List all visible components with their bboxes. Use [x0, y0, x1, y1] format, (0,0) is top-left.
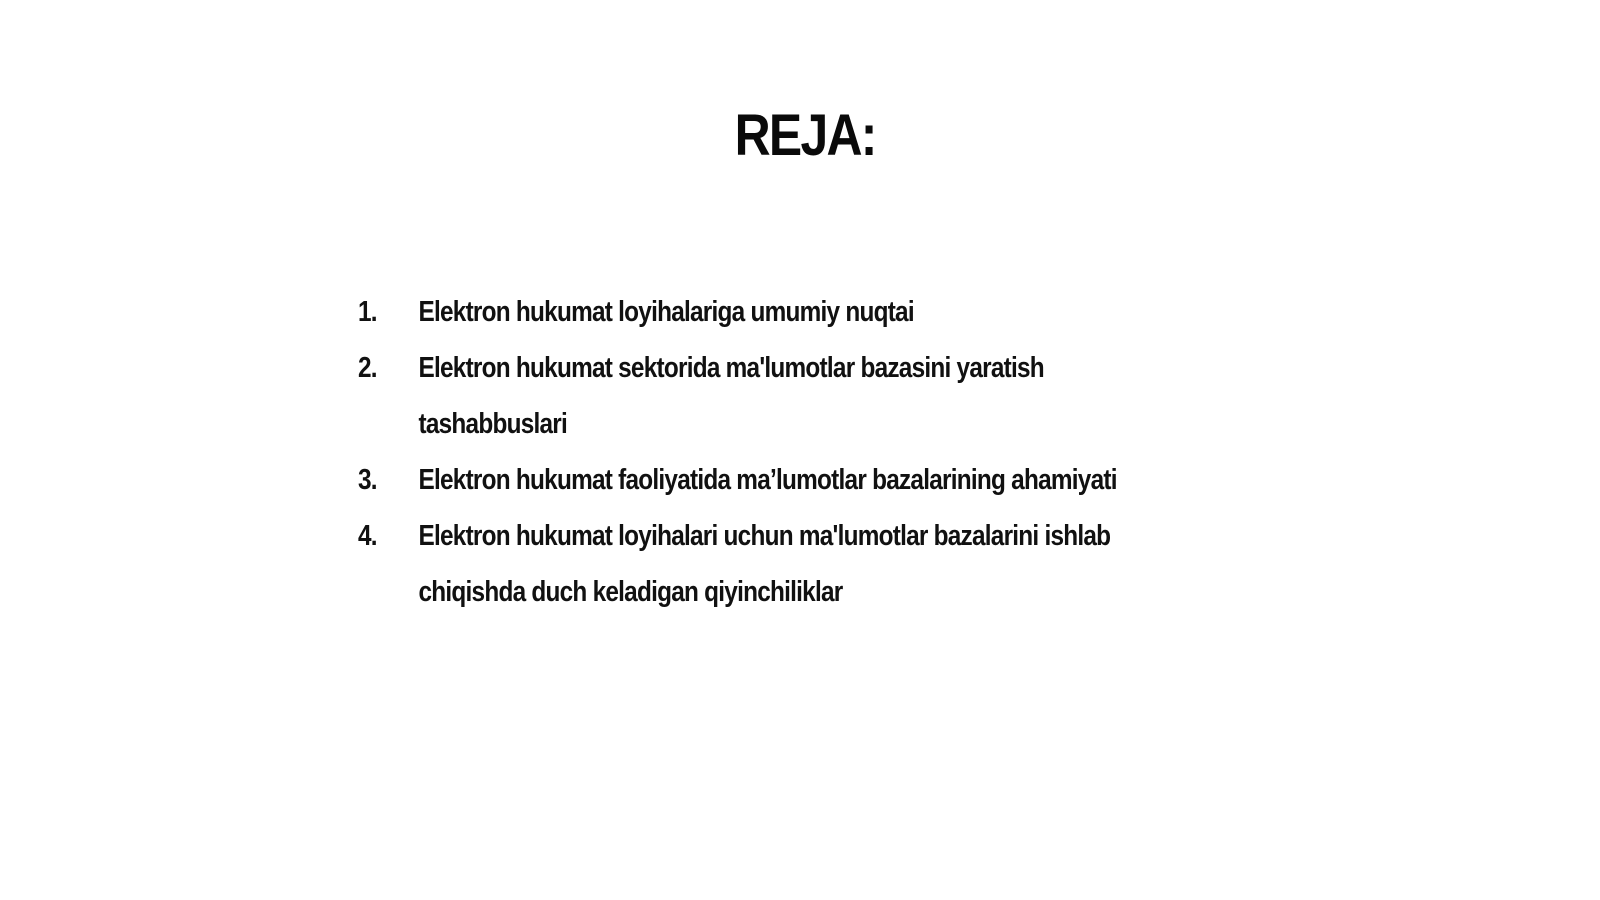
plan-item-1 [358, 284, 1248, 340]
plan-list [358, 284, 1258, 620]
plan-item-4 [358, 508, 1248, 620]
plan-item-text: Elektron hukumat loyihalari uchun ma'lumotlar bazalarini ishlab chiqishda duch keladigan qiyinchiliklar [418, 520, 1111, 608]
plan-item-text: Elektron hukumat loyihalariga umumiy nuqtai [418, 296, 914, 328]
plan-item-text: Elektron hukumat sektorida ma'lumotlar bazasini yaratish tashabbuslari [418, 352, 1044, 440]
plan-item-3 [358, 452, 1248, 508]
plan-item-number: 1. [358, 296, 377, 328]
plan-item-number: 4. [358, 520, 377, 552]
slide-title: REJA: [734, 103, 876, 168]
plan-item-number: 3. [358, 464, 377, 496]
plan-item-text: Elektron hukumat faoliyatida ma’lumotlar bazalarining ahamiyati [418, 464, 1117, 496]
plan-item-2 [358, 340, 1248, 452]
plan-item-number: 2. [358, 352, 377, 384]
